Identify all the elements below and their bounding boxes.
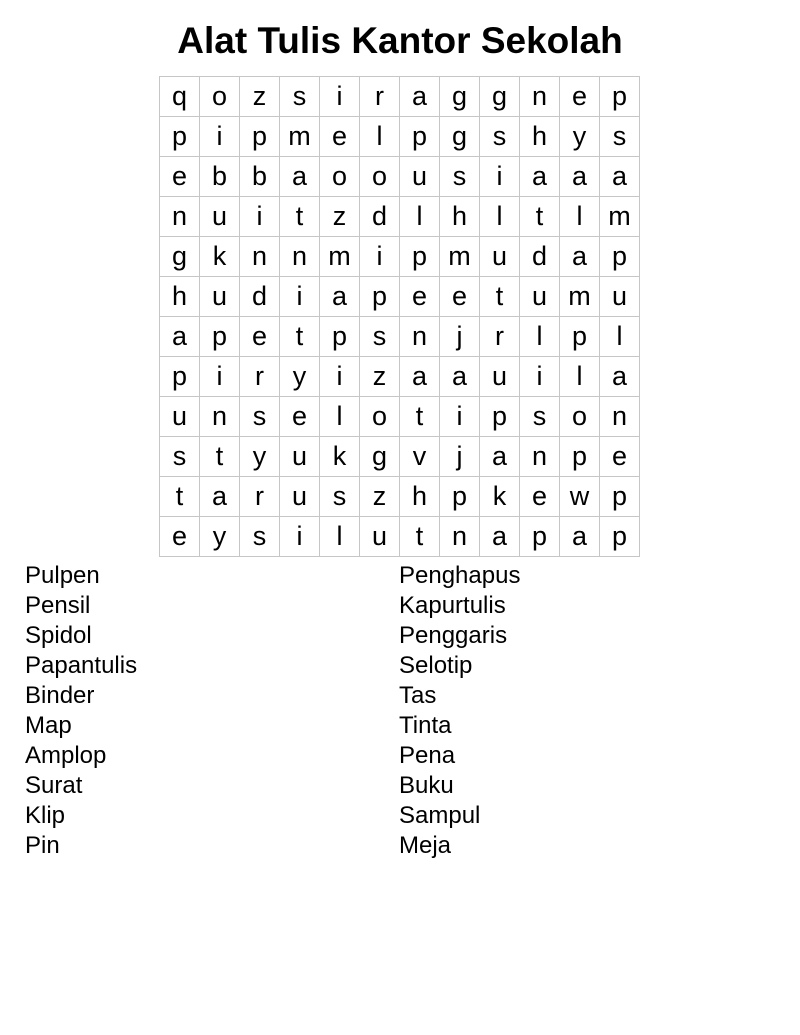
grid-cell-r2c6: l <box>360 117 400 157</box>
grid-cell-r11c3: r <box>240 477 280 517</box>
grid-cell-r10c12: e <box>600 437 640 477</box>
grid-cell-r5c12: p <box>600 237 640 277</box>
grid-cell-r1c5: i <box>320 77 360 117</box>
grid-cell-r2c4: m <box>280 117 320 157</box>
grid-cell-r6c4: i <box>280 277 320 317</box>
grid-cell-r6c5: a <box>320 277 360 317</box>
grid-cell-r4c6: d <box>360 197 400 237</box>
grid-cell-r2c5: e <box>320 117 360 157</box>
grid-cell-r12c1: e <box>160 517 200 557</box>
grid-cell-r7c4: t <box>280 317 320 357</box>
grid-cell-r9c12: n <box>600 397 640 437</box>
grid-cell-r5c6: i <box>360 237 400 277</box>
word-list-item: Binder <box>25 682 95 709</box>
grid-cell-r1c2: o <box>200 77 240 117</box>
grid-cell-r6c3: d <box>240 277 280 317</box>
grid-cell-r10c11: p <box>560 437 600 477</box>
grid-cell-r6c9: t <box>480 277 520 317</box>
word-list-item: Kapurtulis <box>399 592 506 619</box>
grid-cell-r3c9: i <box>480 157 520 197</box>
grid-cell-r9c11: o <box>560 397 600 437</box>
word-list-item: Meja <box>399 832 452 859</box>
grid-cell-r11c6: z <box>360 477 400 517</box>
word-list-item: Penghapus <box>399 562 521 589</box>
grid-cell-r10c9: a <box>480 437 520 477</box>
grid-cell-r6c7: e <box>400 277 440 317</box>
word-list-left-column <box>25 561 137 861</box>
grid-cell-r5c5: m <box>320 237 360 277</box>
grid-cell-r9c6: o <box>360 397 400 437</box>
grid-cell-r9c3: s <box>240 397 280 437</box>
word-list-item: Sampul <box>399 802 481 829</box>
grid-cell-r1c1: q <box>160 77 200 117</box>
grid-cell-r2c7: p <box>400 117 440 157</box>
grid-cell-r11c10: e <box>520 477 560 517</box>
grid-cell-r5c3: n <box>240 237 280 277</box>
grid-cell-r5c8: m <box>440 237 480 277</box>
grid-cell-r4c9: l <box>480 197 520 237</box>
grid-cell-r4c11: l <box>560 197 600 237</box>
grid-cell-r4c7: l <box>400 197 440 237</box>
grid-cell-r6c6: p <box>360 277 400 317</box>
grid-cell-r2c3: p <box>240 117 280 157</box>
grid-cell-r11c1: t <box>160 477 200 517</box>
word-list-item: Tas <box>399 682 437 709</box>
grid-cell-r8c8: a <box>440 357 480 397</box>
grid-cell-r9c10: s <box>520 397 560 437</box>
grid-cell-r3c3: b <box>240 157 280 197</box>
grid-cell-r8c2: i <box>200 357 240 397</box>
grid-cell-r8c10: i <box>520 357 560 397</box>
word-list-item: Amplop <box>25 742 107 769</box>
grid-cell-r9c9: p <box>480 397 520 437</box>
grid-cell-r2c1: p <box>160 117 200 157</box>
grid-cell-r7c2: p <box>200 317 240 357</box>
grid-cell-r8c7: a <box>400 357 440 397</box>
grid-cell-r1c6: r <box>360 77 400 117</box>
word-list-item: Klip <box>25 802 66 829</box>
grid-cell-r11c5: s <box>320 477 360 517</box>
grid-cell-r11c2: a <box>200 477 240 517</box>
word-list-item: Penggaris <box>399 622 508 649</box>
grid-cell-r7c7: n <box>400 317 440 357</box>
word-list-right-column <box>399 561 520 861</box>
grid-cell-r10c1: s <box>160 437 200 477</box>
grid-cell-r4c10: t <box>520 197 560 237</box>
grid-cell-r7c8: j <box>440 317 480 357</box>
grid-cell-r5c7: p <box>400 237 440 277</box>
grid-cell-r8c6: z <box>360 357 400 397</box>
word-list-item: Pena <box>399 742 456 769</box>
grid-cell-r5c10: d <box>520 237 560 277</box>
grid-cell-r1c7: a <box>400 77 440 117</box>
grid-cell-r12c5: l <box>320 517 360 557</box>
grid-cell-r1c8: g <box>440 77 480 117</box>
grid-cell-r10c2: t <box>200 437 240 477</box>
word-list-item: Surat <box>25 772 83 799</box>
grid-cell-r1c11: e <box>560 77 600 117</box>
grid-cell-r11c12: p <box>600 477 640 517</box>
grid-cell-r10c5: k <box>320 437 360 477</box>
grid-cell-r3c5: o <box>320 157 360 197</box>
grid-cell-r7c9: r <box>480 317 520 357</box>
grid-cell-r4c3: i <box>240 197 280 237</box>
grid-cell-r7c3: e <box>240 317 280 357</box>
grid-cell-r6c1: h <box>160 277 200 317</box>
grid-cell-r8c12: a <box>600 357 640 397</box>
puzzle-title: Alat Tulis Kantor Sekolah <box>177 20 623 61</box>
grid-cell-r6c12: u <box>600 277 640 317</box>
grid-cell-r3c4: a <box>280 157 320 197</box>
word-list-item: Papantulis <box>25 652 138 679</box>
grid-cell-r12c2: y <box>200 517 240 557</box>
grid-cell-r6c11: m <box>560 277 600 317</box>
grid-cell-r3c12: a <box>600 157 640 197</box>
word-list-item: Selotip <box>399 652 473 679</box>
grid-cell-r9c4: e <box>280 397 320 437</box>
grid-cell-r2c8: g <box>440 117 480 157</box>
grid-cell-r1c4: s <box>280 77 320 117</box>
grid-cell-r6c10: u <box>520 277 560 317</box>
grid-cell-r11c9: k <box>480 477 520 517</box>
grid-cell-r4c5: z <box>320 197 360 237</box>
grid-cell-r5c2: k <box>200 237 240 277</box>
grid-cell-r10c7: v <box>400 437 440 477</box>
grid-cell-r2c9: s <box>480 117 520 157</box>
grid-cell-r9c5: l <box>320 397 360 437</box>
word-list-item: Map <box>25 712 72 739</box>
grid-cell-r9c1: u <box>160 397 200 437</box>
grid-cell-r4c1: n <box>160 197 200 237</box>
word-list-item: Spidol <box>25 622 92 649</box>
grid-cell-r7c1: a <box>160 317 200 357</box>
grid-cell-r7c5: p <box>320 317 360 357</box>
grid-cell-r10c10: n <box>520 437 560 477</box>
grid-cell-r11c11: w <box>560 477 600 517</box>
grid-cell-r12c3: s <box>240 517 280 557</box>
grid-cell-r7c11: p <box>560 317 600 357</box>
grid-cell-r10c8: j <box>440 437 480 477</box>
grid-cell-r12c4: i <box>280 517 320 557</box>
word-list-item: Tinta <box>399 712 452 739</box>
grid-cell-r3c11: a <box>560 157 600 197</box>
grid-cell-r5c4: n <box>280 237 320 277</box>
grid-cell-r2c2: i <box>200 117 240 157</box>
grid-cell-r2c11: y <box>560 117 600 157</box>
grid-cell-r4c12: m <box>600 197 640 237</box>
word-list-item: Pulpen <box>25 562 100 589</box>
grid-cell-r5c1: g <box>160 237 200 277</box>
grid-cell-r12c7: t <box>400 517 440 557</box>
word-list-item: Pin <box>25 832 60 859</box>
grid-cell-r4c4: t <box>280 197 320 237</box>
grid-cell-r1c10: n <box>520 77 560 117</box>
grid-cell-r12c8: n <box>440 517 480 557</box>
grid-cell-r1c3: z <box>240 77 280 117</box>
grid-cell-r9c2: n <box>200 397 240 437</box>
grid-cell-r5c9: u <box>480 237 520 277</box>
grid-cell-r9c8: i <box>440 397 480 437</box>
grid-cell-r3c1: e <box>160 157 200 197</box>
grid-cell-r2c10: h <box>520 117 560 157</box>
grid-cell-r8c9: u <box>480 357 520 397</box>
grid-cell-r3c2: b <box>200 157 240 197</box>
grid-cell-r4c2: u <box>200 197 240 237</box>
grid-cell-r7c10: l <box>520 317 560 357</box>
grid-cell-r8c3: r <box>240 357 280 397</box>
grid-cell-r2c12: s <box>600 117 640 157</box>
grid-cell-r8c11: l <box>560 357 600 397</box>
grid-cell-r8c5: i <box>320 357 360 397</box>
grid-cell-r8c4: y <box>280 357 320 397</box>
grid-cell-r10c4: u <box>280 437 320 477</box>
grid-cell-r3c10: a <box>520 157 560 197</box>
word-search-grid <box>159 76 640 557</box>
grid-cell-r1c12: p <box>600 77 640 117</box>
grid-cell-r12c9: a <box>480 517 520 557</box>
grid-cell-r11c7: h <box>400 477 440 517</box>
grid-cell-r8c1: p <box>160 357 200 397</box>
grid-cell-r3c7: u <box>400 157 440 197</box>
word-list-item: Pensil <box>25 592 91 619</box>
grid-cell-r12c6: u <box>360 517 400 557</box>
grid-cell-r9c7: t <box>400 397 440 437</box>
grid-cell-r12c11: a <box>560 517 600 557</box>
grid-cell-r10c6: g <box>360 437 400 477</box>
grid-cell-r3c8: s <box>440 157 480 197</box>
grid-cell-r5c11: a <box>560 237 600 277</box>
grid-cell-r6c8: e <box>440 277 480 317</box>
grid-cell-r3c6: o <box>360 157 400 197</box>
grid-cell-r4c8: h <box>440 197 480 237</box>
grid-cell-r7c6: s <box>360 317 400 357</box>
grid-cell-r1c9: g <box>480 77 520 117</box>
grid-cell-r10c3: y <box>240 437 280 477</box>
grid-cell-r12c12: p <box>600 517 640 557</box>
grid-cell-r12c10: p <box>520 517 560 557</box>
word-list-item: Buku <box>399 772 454 799</box>
grid-cell-r11c4: u <box>280 477 320 517</box>
grid-cell-r7c12: l <box>600 317 640 357</box>
grid-cell-r11c8: p <box>440 477 480 517</box>
grid-cell-r6c2: u <box>200 277 240 317</box>
